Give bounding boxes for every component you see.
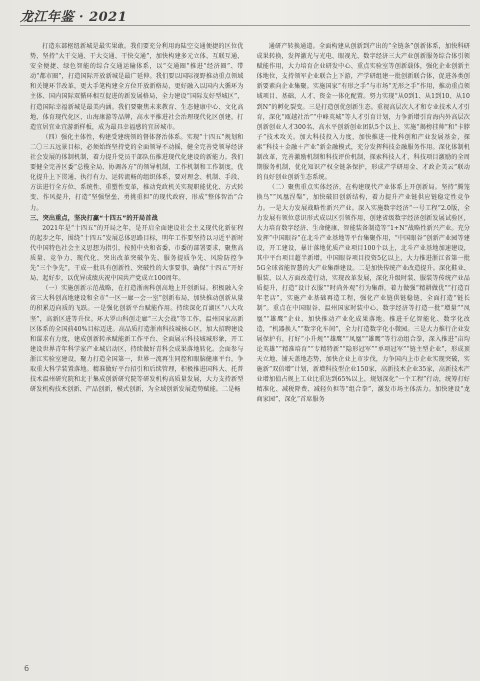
text-columns: [30, 42, 470, 659]
page-number: 6: [24, 664, 30, 673]
section-heading: 三、突出重点，坚决打赢“十四五”的开局首战: [30, 214, 158, 222]
left-column-paragraph: 打造东部枢纽新城是最实果敢。我们要充分利用海陆空交通便捷的区位优势，坚持“大干交通、干大交通、干快交通”，加快构建多元立体、互联互通、安全便捷、绿色智能的综合交通运输体系，以“交通圈”推进“经济圈”、带动“都市圈”，打造国际开放新城是最广延伸。我们要以国际视野推动重点领域和关键环节改革，更大手笔构建全方位开放新格局，更好融入以国内大循环为主体、国内国际双循环相互促进的新发展格局，全力建设“国际友好型城区”，打造国际幸福新城是最美内涵。我们要聚焦未来教育、生态健康中心、文化高地、体育现代化区、山海康游等品牌，高水平推进社会治理现代化区创建，打造宜居宜业宜游新样板，成为最具幸福感的宜居城市。: [30, 43, 244, 131]
right-column: [257, 42, 471, 659]
left-column: [30, 42, 244, 659]
left-column-paragraph: （四）强化主体性，构建受建统领的督体督治体系。实现“十四五”规划和二〇三五远景目标，必须始终坚持党的全面领导不动摇，健全完善党领导经济社会发展的体制机制，着力提升党员干部队伍推进现代化建设的新能力。我们要健全完善区委“总揽全局、协调各方”的领导机制，工作机制和工作制度，优化提升上下贯通、执行有力、运转流畅的组织体系，要对理念、机制、手段、方法进行全方位、系统性、重塑性变革，推动党政机关实现职能优化、方式转变、作风提升，打造“坚强堡垒，勇挑重担”的现代政府，形成“整体智治”合力。: [30, 133, 244, 212]
header-rule: [20, 25, 470, 26]
left-column-paragraph: （一）实施创新示范战略，在打造浙南科创高地上开创新局。积极融入全省三大科创高地建设和全市“一区一廊一会一室”创新布局，加快推动创新从量的积累迈向质的飞跃。一是强化创新平台赋能作用。持续深化百湖区“八大攻坚”，高新区进等升位。环大罗山科创走廊“三大会战”等工作，温州国家高新区体系的全国前40%目标迈进。高品质打造浙南科技城核心区，加大招聘建设和谋求有力度，建成创新转承赋能新工作平台、全面展示科技城城形象，开工建设世界青年科学家产业城启动区，持续做好青科会成果落地转化。会面参与浙江实验室建设，聚力打造全国第一，世界一流再生同控和眼脑健康平台，争取重大科学装置落地。精准做好平台招引和后续管理，积极推进国科大、托普技术温州研究院和北于集成创新研究院等研发机构高质量发展，大力支持新型研发机构技术创新、产品创新，模式创新，为全域创新发展造势赋能。二是畅: [30, 285, 244, 394]
right-column-paragraph: （二）聚焦重点实体经济，在构建现代产业体系上开创新局。坚持“腾笼换鸟”“凤凰涅槃”，加快破旧创新结构，着力提升产业链供应链稳定性竞争力。一是大力发展战略性新兴产业。深入实施数字经济“一号工程”2.0版，全力发展有领位意识形式成以区引领作用，创建省级数字经济创新发展试验区，大力培育数字经济、生命健康、智能装备制造等“1+N”战略性新兴产业。充分发挥“中国眼谷”在北斗产业基地等平台集聚作用，“中国眼谷”创新产业园等建设，开工建设，暴计落地优质产业项目100个以上，北斗产业基地加速建设，其中平台项目超半新增，中国眼谷项目投资5亿以上，大力推进浙江省第一批5G全球省能智慧的大产业集群建设。二是加快传统产业改造提升。深化鞋业、服装、以人方面改造行动，实现改革发展，深化升级时装、服装等传统产业品质提升，打造“设计衣服”“时尚外观”行为集群，着力做强“精耕做优”“打造百年老店”，实施产业基础再造工程，强化产业链供链稳链，全面打造“链长制”。重点在中国眼谷、温州国家时装中心、数字经济等打造一批“增量”“凤凰”“雄鹰”企业、加快推动产业化成果落地。推进千亿智能化、数字化改造，“机器换人”“数字化车间”，全力打造数字化小微园。三是大力推行企业发展保护有，打好“小升规”“雄鹰”“凤凰”“雄鹰”等行动组合拳，深入推进“亩均论英雄”“精准培育”“专精特新”“隐形冠军”“单项冠军”“链主型企业”，形成顶天立地、铺天盖地态势，加快企业上市步伐，力争国内上市企业实现突破，实施新“双倍增”计划，新增科技型企业150家，高新技术企业35家，高新技术产业增加值占规上工业比重达到65%以上，规划深化“一个工程”行动，统筹打好精准化、减税降费、减轻负担等“组合拳”，激发市场主体活力。加快建设“龙商家园”，深化“首席服务: [256, 184, 470, 404]
running-head: 龙江年鉴 · 2021: [20, 10, 128, 25]
left-column-paragraph: 2021年是“十四五”的开局之年，是开启全面建设社会主义现代化新征程的起步之年，围绕“十四五”发展总体思路目标，明年工作要坚持以习近平新时代中国特色社会主义思想为指引，按照中央和省委、市委的部署要求，聚焦高质量、竞争力、现代化、突出改革突破争先、服务提质争先、风险防控争先“三个争先”，干成一批具有创新性、突破性的大事要事，确保“十四五”开好局、起好步，以优异成绩庆祝中国共产党成立100周年。: [30, 224, 244, 283]
right-column-paragraph: 通研产转换通道。全面构建从创新到产出的“全链条”创新体系，加快科研成果转换，发挥激光与光电、眼视光、数字经济三大产业创新服务综合体引领赋能作用，大力培育企业研发中心、重点实验室等创新载体，强化企业创新主体地位，支持领军企业联合上下游，产学研组建一批创新联合体，促进各类创新要素向企业集聚。实施国家“有形之手”与市场“无形之手”作用，推动重点领域项目、基础、人才、资金一体化配置。努力实现“从0到1、从1到10、从10到N”的孵化裂变。三是打造创优创新生态。重视高层次人才和专业技术人才引育，深化“瓯越社治”“中峰英城”等人才引育计划，力争新增引育海内外高层次创新创业人才300名、高水平创新创业团队5个以上、实施“揭榜挂帅”和“卡脖子”技术攻关。加大科技投入力度，加快推进一批科创和产业发展基金，探索“科技＋金融＋产业”新金融模式，充分发挥科技金融服务作用。深化体制机制改革，完善激励机制和科技评价机制，探索科技人才、科技项目激励的全周期服务机制，优化知识产权全链条保护，形成产学研用金、才政企美云”联动的良好创业创新生态系统。: [256, 43, 470, 182]
